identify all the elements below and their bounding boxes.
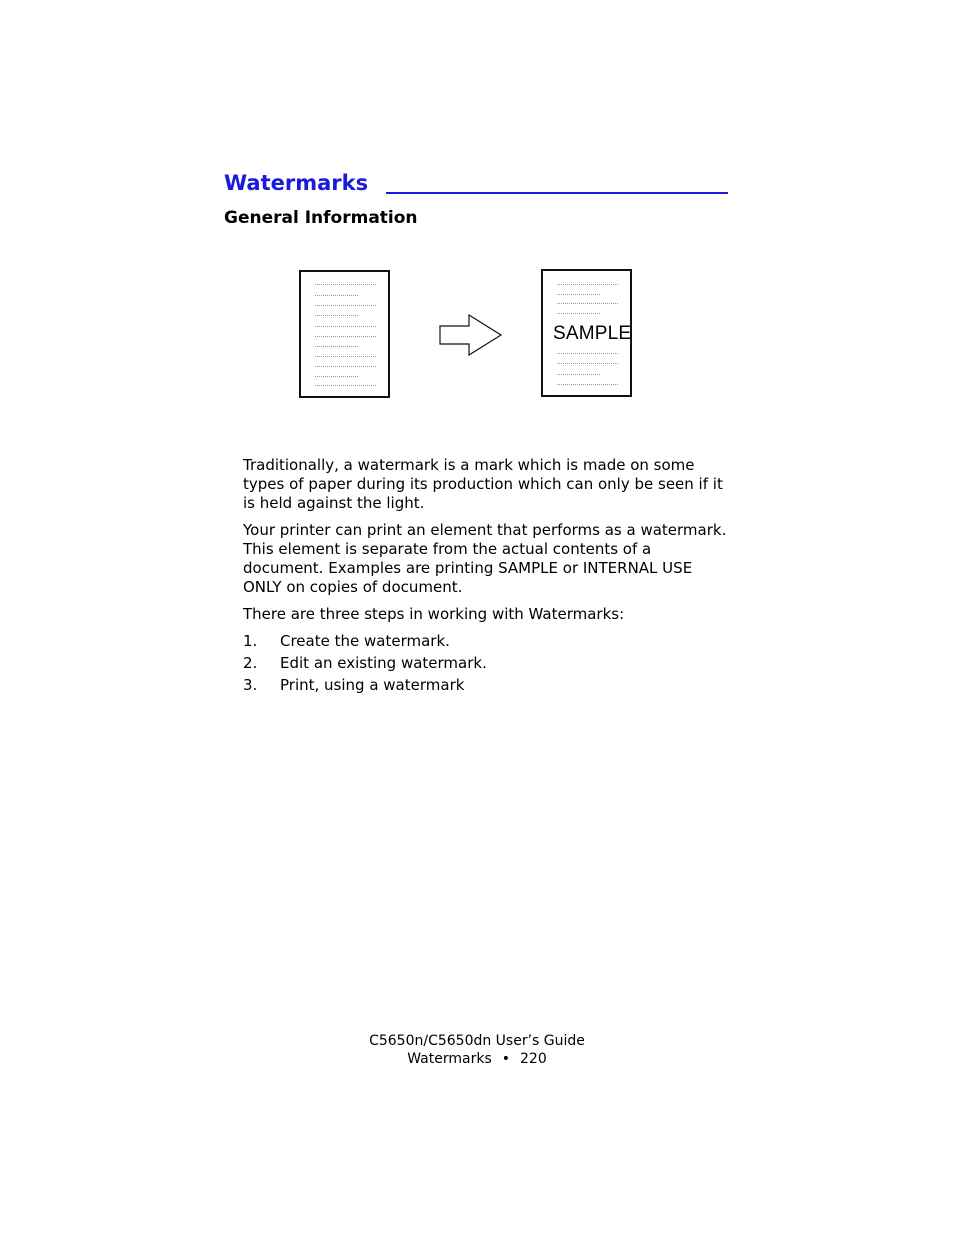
text-line [557,363,618,364]
text-line [315,376,358,377]
text-line [315,336,376,337]
section-heading [224,168,728,198]
page-title: Watermarks [224,171,369,195]
body-content [243,456,733,698]
text-line [315,346,358,347]
list-item [243,654,733,676]
text-line [315,385,376,386]
list-item-text: Create the watermark. [280,632,450,650]
text-line [315,284,376,285]
text-line [557,384,618,385]
list-item [243,632,733,654]
watermark-illustration [298,268,638,402]
paragraph: Your printer can print an element that performs as a watermark. This element is separate from the actual contents of a document. Examples are printing SAMPLE or INTERNAL USE ONLY on copies of document. [243,521,727,596]
footer-guide-title: C5650n/C5650dn User’s Guide [369,1033,585,1049]
list-item-number: 3. [243,676,258,694]
list-item-text: Edit an existing watermark. [280,654,487,672]
page-footer [0,1032,954,1068]
text-line [557,284,618,285]
footer-separator: • [501,1051,511,1067]
text-line [557,353,618,354]
text-line [315,305,376,306]
text-line [557,294,600,295]
footer-page-number: 220 [520,1051,547,1067]
steps-list [243,632,733,698]
watermark-sample-text: SAMPLE [553,323,632,344]
title-underline-rule [386,192,728,194]
watermarked-page-illustration [541,269,632,397]
text-line [315,366,376,367]
text-line [557,313,600,314]
list-item-number: 1. [243,632,258,650]
text-line [315,326,376,327]
plain-page-illustration [299,270,390,398]
text-line [315,315,358,316]
text-line [557,374,600,375]
list-item-number: 2. [243,654,258,672]
paragraph: Traditionally, a watermark is a mark which is made on some types of paper during its production which can only be seen if it is held against the light. [243,456,723,512]
text-line [315,356,376,357]
paragraph: There are three steps in working with Watermarks: [243,605,625,623]
text-line [315,295,358,296]
list-item-text: Print, using a watermark [280,676,465,694]
right-arrow-icon [439,314,503,356]
footer-page-info [0,1050,954,1068]
footer-section-name: Watermarks [407,1051,492,1067]
subsection-heading: General Information [224,208,418,228]
text-line [557,303,618,304]
list-item [243,676,733,698]
